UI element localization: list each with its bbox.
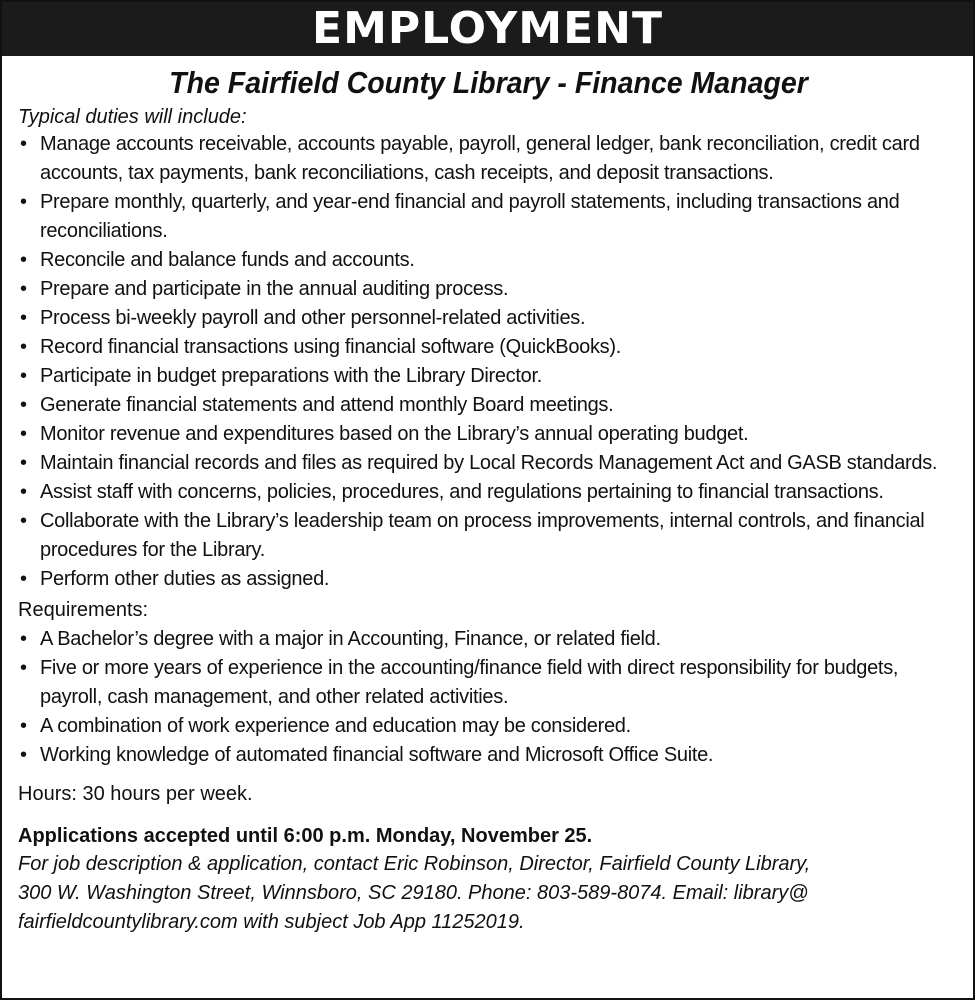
requirement-item: • Five or more years of experience in the accounting/finance field with direct responsibility for budgets, payroll, cash management, and other related activities. [18, 654, 959, 712]
duty-item: • Collaborate with the Library’s leadership team on process improvements, internal controls, and financial procedures for the Library. [18, 507, 959, 565]
contact-line: For job description & application, contact Eric Robinson, Director, Fairfield County Library, [18, 853, 811, 875]
application-deadline: Applications accepted until 6:00 p.m. Monday, November 25. [18, 825, 593, 847]
duty-item: • Manage accounts receivable, accounts payable, payroll, general ledger, bank reconciliation, credit card accounts, tax payments, bank reconciliations, cash receipts, and deposit transactions. [18, 130, 959, 188]
requirement-item: • A Bachelor’s degree with a major in Accounting, Finance, or related field. [18, 625, 959, 654]
requirement-item: • Working knowledge of automated financial software and Microsoft Office Suite. [18, 741, 959, 770]
duty-item: • Process bi-weekly payroll and other personnel-related activities. [18, 304, 959, 333]
duty-item: • Perform other duties as assigned. [18, 565, 959, 594]
duties-intro: Typical duties will include: [18, 106, 247, 128]
requirements-heading: Requirements: [18, 599, 149, 621]
section-banner: EMPLOYMENT [2, 2, 973, 56]
duty-item: • Reconcile and balance funds and accounts. [18, 246, 959, 275]
duty-item: • Prepare and participate in the annual auditing process. [18, 275, 959, 304]
duty-item: • Prepare monthly, quarterly, and year-end financial and payroll statements, including transactions and reconciliations. [18, 188, 959, 246]
duty-item: • Record financial transactions using financial software (QuickBooks). [18, 333, 959, 362]
requirement-item: • A combination of work experience and education may be considered. [18, 712, 959, 741]
requirements-list [18, 625, 959, 770]
duty-item: • Monitor revenue and expenditures based on the Library’s annual operating budget. [18, 420, 959, 449]
duty-item: • Maintain financial records and files as required by Local Records Management Act and GASB standards. [18, 449, 959, 478]
duties-list [18, 130, 959, 594]
contact-line: fairfieldcountylibrary.com with subject Job App 11252019. [18, 911, 525, 933]
hours-text: Hours: 30 hours per week. [18, 783, 253, 805]
duty-item: • Participate in budget preparations with the Library Director. [18, 362, 959, 391]
ad-body [2, 56, 973, 937]
job-title: The Fairfield County Library - Finance Manager [169, 65, 808, 100]
contact-info [18, 850, 959, 937]
contact-line: 300 W. Washington Street, Winnsboro, SC 29180. Phone: 803-589-8074. Email: library@ [18, 882, 809, 904]
duty-item: • Generate financial statements and attend monthly Board meetings. [18, 391, 959, 420]
duty-item: • Assist staff with concerns, policies, procedures, and regulations pertaining to financial transactions. [18, 478, 959, 507]
